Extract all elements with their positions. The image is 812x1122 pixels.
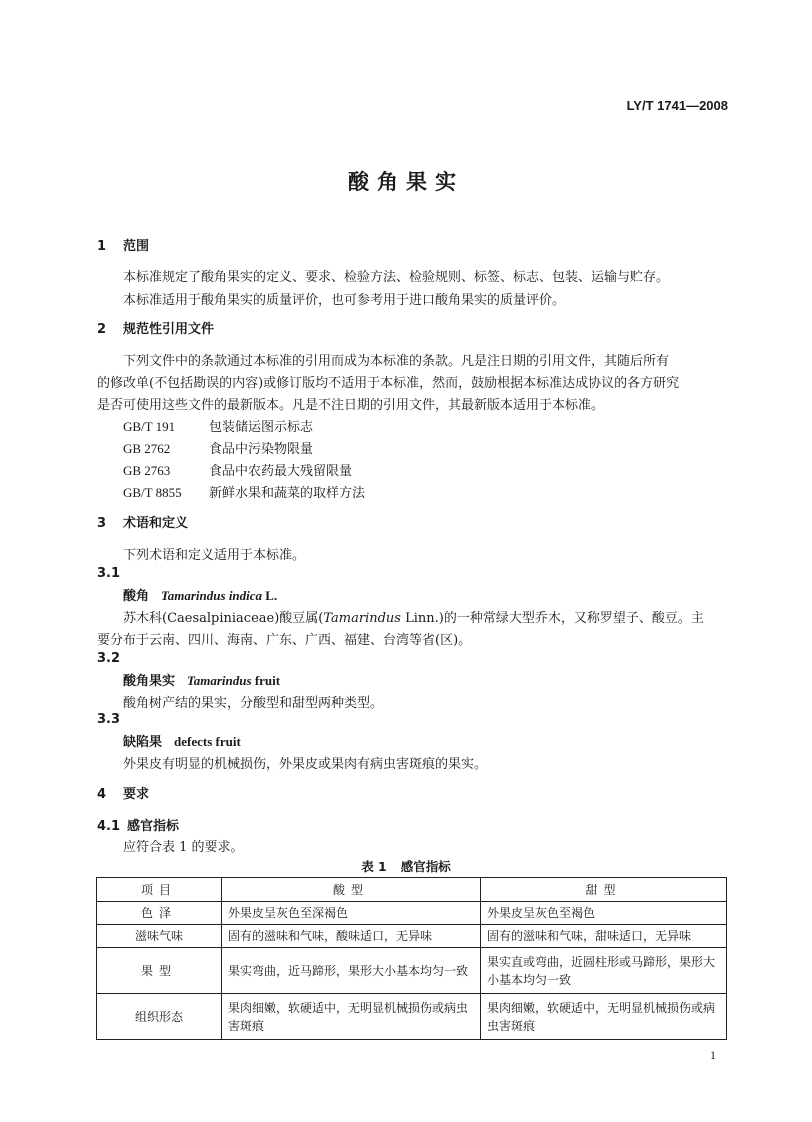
reference-code: GB/T 8855 [123, 485, 182, 500]
reference-code: GB 2763 [123, 463, 171, 478]
table-title: 感官指标 [400, 859, 451, 874]
column-header-item: 项目 [97, 878, 222, 902]
term-latin-suffix: L. [262, 588, 278, 603]
term-number: 3.1 [97, 566, 121, 581]
cell-item: 色泽 [97, 902, 222, 925]
reference-name: 食品中农药最大残留限量 [209, 464, 353, 479]
table-row [97, 902, 727, 925]
paragraph: 本标准适用于酸角果实的质量评价，也可参考用于进口酸角果实的质量评价。 [123, 293, 566, 308]
subsection-4-1-heading [97, 815, 179, 834]
definition-italic: Tamarindus [323, 611, 401, 626]
reference-item [123, 482, 365, 501]
cell-item: 组织形态 [97, 994, 222, 1040]
sensory-table [96, 877, 727, 1040]
term-definition: 外果皮有明显的机械损伤，外果皮或果肉有病虫害斑痕的果实。 [123, 757, 488, 772]
table-row [97, 994, 727, 1040]
reference-name: 食品中污染物限量 [209, 442, 314, 457]
section-title: 范围 [123, 239, 150, 254]
cell-item: 滋味气味 [97, 925, 222, 948]
page-title: 酸角果实 [348, 170, 464, 194]
section-1-heading [97, 235, 149, 254]
section-title: 感官指标 [127, 819, 180, 834]
paragraph: 下列术语和定义适用于本标准。 [123, 548, 306, 563]
section-number: 4 [97, 787, 107, 802]
reference-item [123, 438, 313, 457]
cell-sweet: 固有的滋味和气味，甜味适口，无异味 [481, 925, 727, 948]
reference-code: GB 2762 [123, 441, 171, 456]
term-english-name: defects fruit [174, 734, 241, 749]
cell-sweet: 果肉细嫩，软硬适中，无明显机械损伤或病虫害斑痕 [481, 994, 727, 1040]
reference-item [123, 416, 313, 435]
cell-sour: 果实弯曲，近马蹄形，果形大小基本均匀一致 [222, 948, 481, 994]
cell-sour: 固有的滋味和气味，酸味适口，无异味 [222, 925, 481, 948]
section-number: 1 [97, 239, 107, 254]
column-header-sweet: 甜型 [481, 878, 727, 902]
cell-sour: 外果皮呈灰色至深褐色 [222, 902, 481, 925]
paragraph: 应符合表 1 的要求。 [123, 840, 244, 855]
table-row [97, 925, 727, 948]
paragraph-line: 下列文件中的条款通过本标准的引用而成为本标准的条款。凡是注日期的引用文件，其随后所有 [123, 354, 670, 369]
column-header-sour: 酸型 [222, 878, 481, 902]
section-2-heading [97, 318, 214, 337]
paragraph-line: 是否可使用这些文件的最新版本。凡是不注日期的引用文件，其最新版本适用于本标准。 [97, 398, 605, 413]
section-3-heading [97, 512, 188, 531]
term-heading [123, 585, 277, 604]
section-number: 4.1 [97, 819, 121, 834]
term-heading [123, 670, 280, 689]
term-latin-suffix: fruit [251, 673, 281, 688]
table-header-row [97, 878, 727, 902]
term-definition [123, 607, 704, 626]
term-name: 酸角 [123, 589, 150, 604]
section-4-heading [97, 783, 149, 802]
cell-sweet: 果实直或弯曲，近圆柱形或马蹄形，果形大小基本均匀一致 [481, 948, 727, 994]
reference-item [123, 460, 352, 479]
term-definition: 酸角树产结的果实，分酸型和甜型两种类型。 [123, 696, 384, 711]
reference-code: GB/T 191 [123, 419, 176, 434]
table-row [97, 948, 727, 994]
term-name: 缺陷果 [123, 735, 163, 750]
section-number: 2 [97, 322, 107, 337]
section-title: 术语和定义 [123, 516, 189, 531]
definition-text: 苏木科(Caesalpiniaceae)酸豆属( [123, 611, 324, 626]
table-number: 表 1 [361, 859, 387, 874]
reference-name: 包装储运图示标志 [209, 420, 314, 435]
reference-name: 新鲜水果和蔬菜的取样方法 [209, 486, 366, 501]
section-title: 要求 [123, 787, 150, 802]
cell-sour: 果肉细嫩，软硬适中，无明显机械损伤或病虫害斑痕 [222, 994, 481, 1040]
term-name: 酸角果实 [123, 674, 176, 689]
term-heading [123, 731, 241, 750]
term-number: 3.3 [97, 712, 121, 727]
table-caption [0, 857, 812, 875]
definition-text: Linn.)的一种常绿大型乔木，又称罗望子、酸豆。主 [400, 611, 704, 626]
cell-item: 果型 [97, 948, 222, 994]
term-latin-name: Tamarindus [187, 673, 252, 688]
cell-sweet: 外果皮呈灰色至褐色 [481, 902, 727, 925]
term-definition-line: 要分布于云南、四川、海南、广东、广西、福建、台湾等省(区)。 [97, 633, 472, 648]
section-title: 规范性引用文件 [123, 322, 215, 337]
term-number: 3.2 [97, 651, 121, 666]
page-number: 1 [710, 1048, 716, 1062]
term-latin-name: Tamarindus indica [161, 588, 263, 603]
section-number: 3 [97, 516, 107, 531]
standard-code: LY/T 1741—2008 [626, 98, 728, 113]
paragraph: 本标准规定了酸角果实的定义、要求、检验方法、检验规则、标签、标志、包装、运输与贮存。 [123, 270, 670, 285]
paragraph-line: 的修改单(不包括勘误的内容)或修订版均不适用于本标准，然而，鼓励根据本标准达成协议的各方研究 [97, 376, 680, 391]
